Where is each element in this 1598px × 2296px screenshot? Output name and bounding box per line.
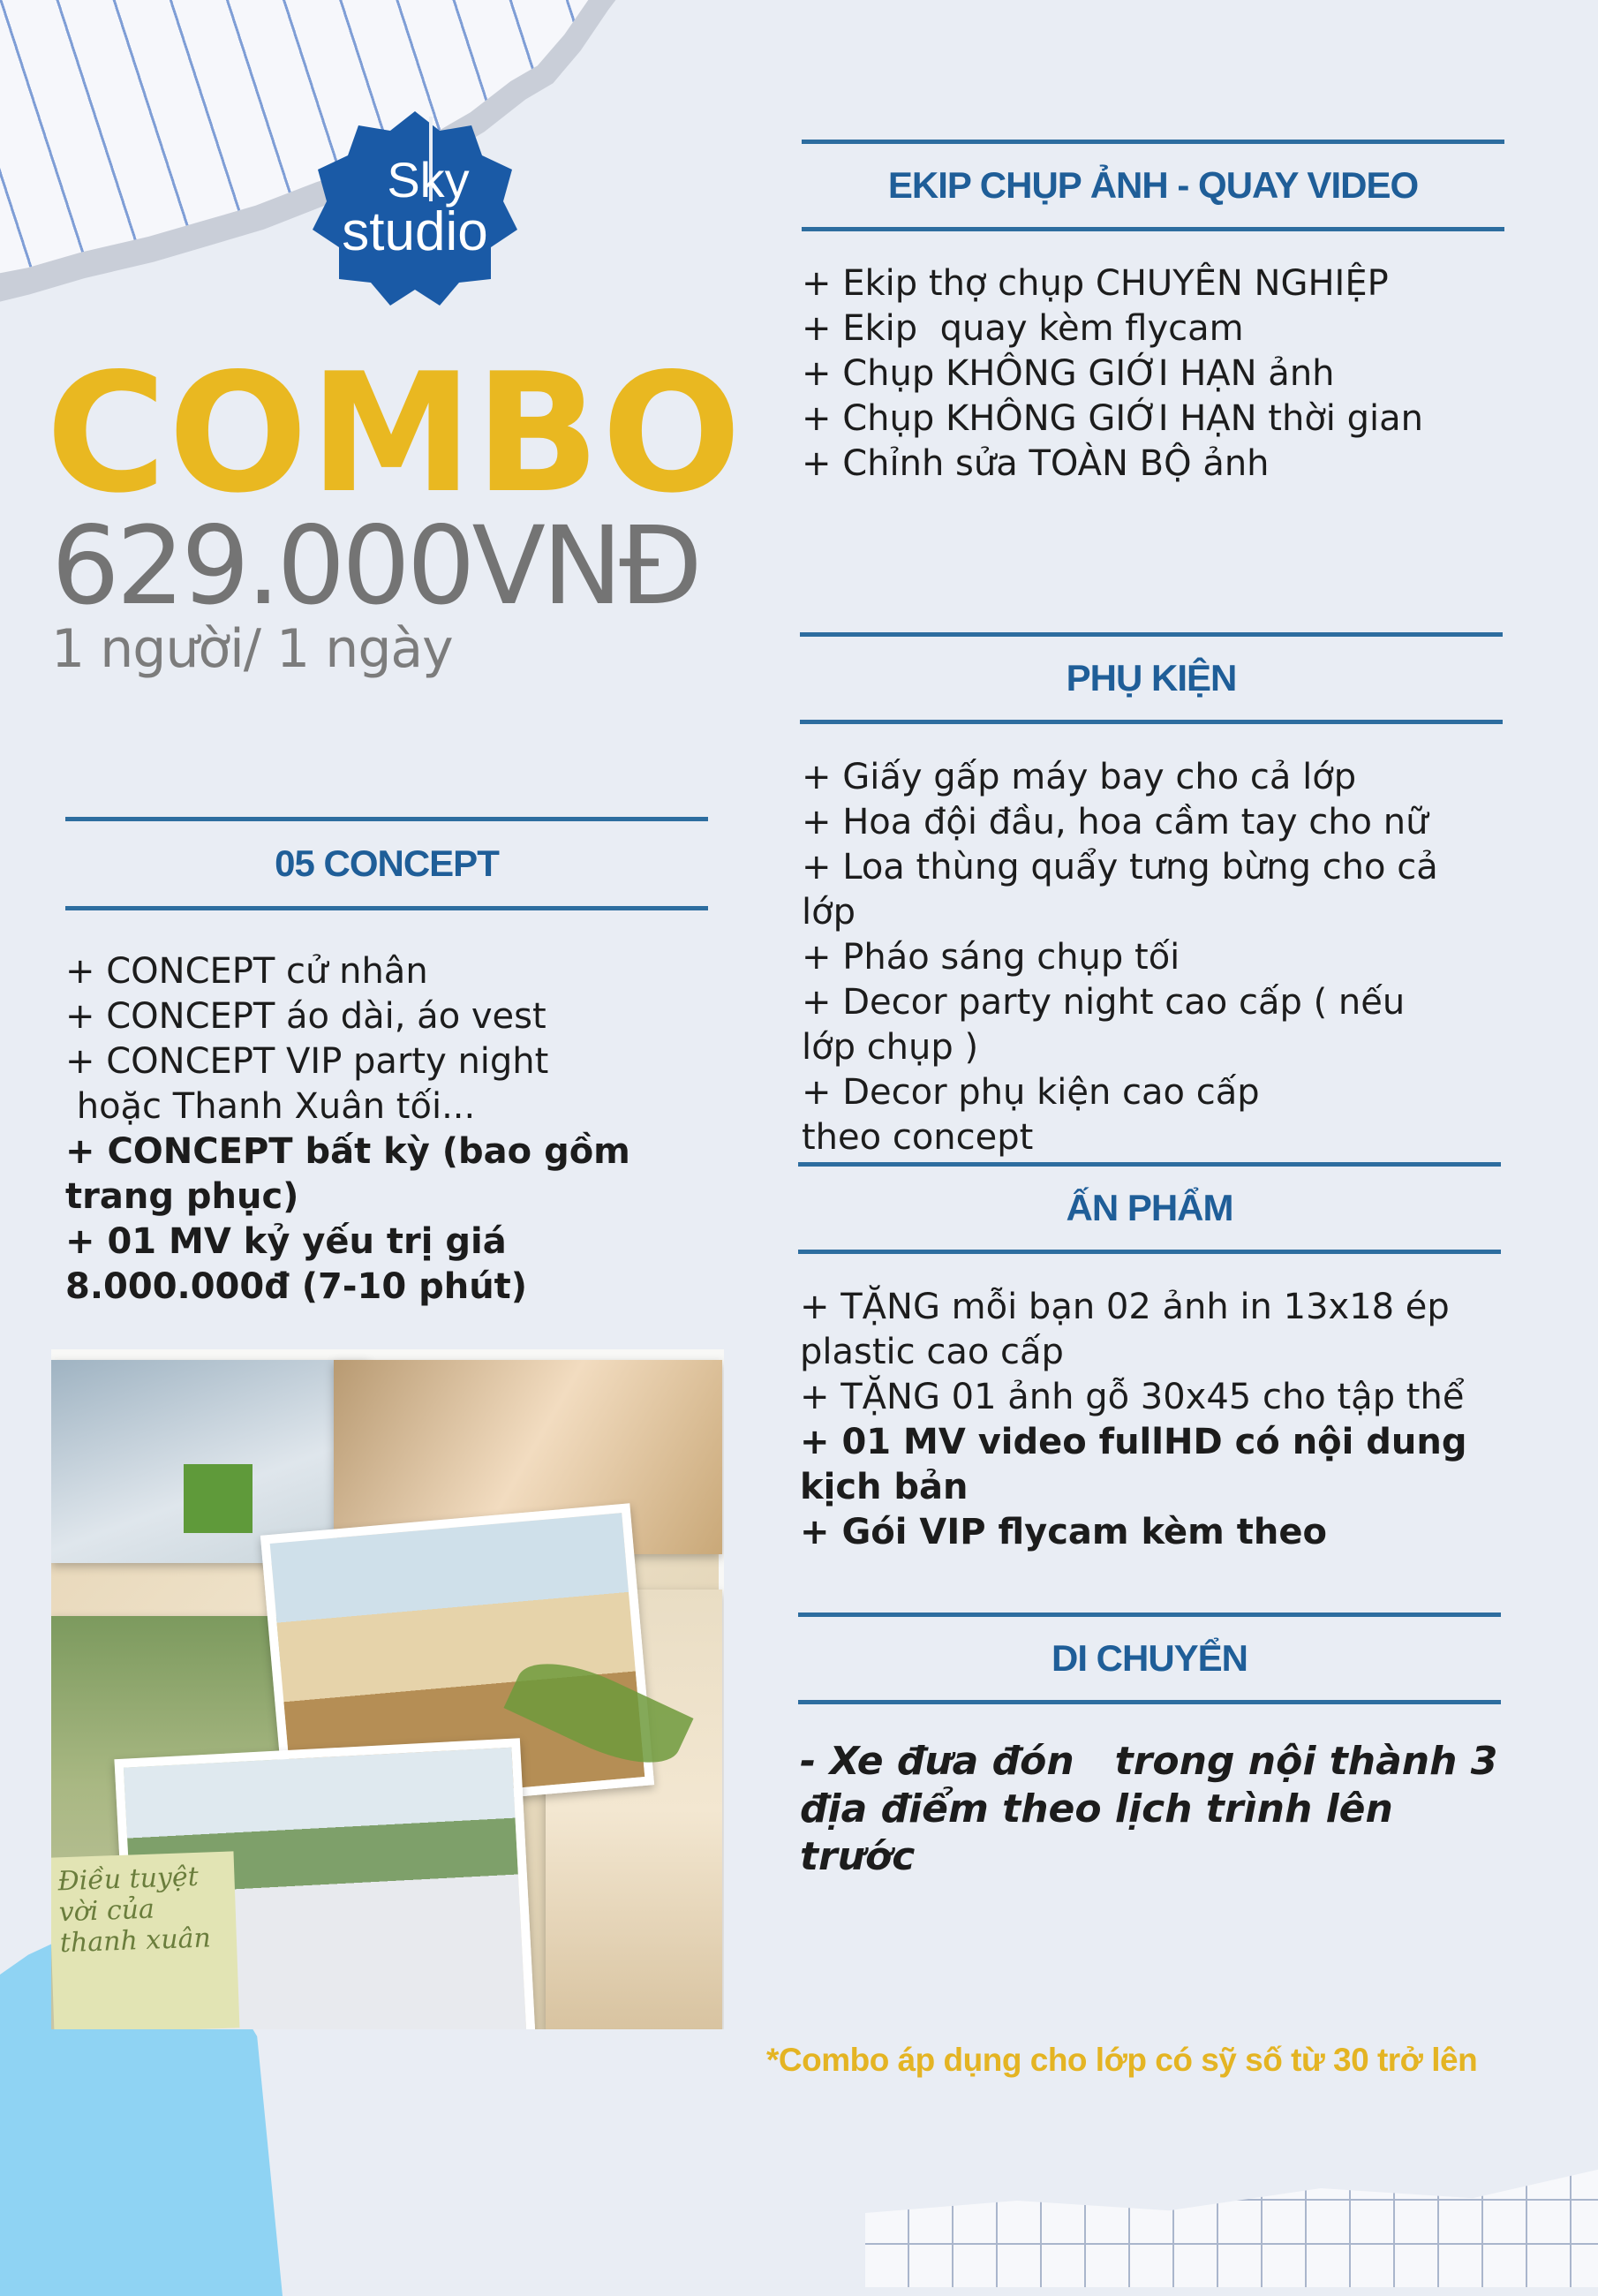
list-item: plastic cao cấp	[800, 1332, 1064, 1372]
torn-grid-paper	[865, 2164, 1598, 2287]
script-card: Điều tuyệt vời của thanh xuân	[51, 1851, 239, 2029]
combo-title: COMBO	[46, 337, 743, 529]
anpham-heading: ẤN PHẨM	[798, 1162, 1501, 1254]
list-item: theo concept	[802, 1117, 1034, 1158]
list-item: + CONCEPT áo dài, áo vest	[65, 996, 546, 1037]
list-item: + Chụp KHÔNG GIỚI HẠN ảnh	[802, 353, 1335, 394]
logo-line2: studio	[342, 201, 488, 262]
list-item: + Giấy gấp máy bay cho cả lớp	[802, 757, 1357, 797]
list-item: + Chỉnh sửa TOÀN BỘ ảnh	[802, 443, 1270, 484]
list-item: + CONCEPT VIP party night	[65, 1041, 549, 1082]
photo-collage	[51, 1349, 724, 2029]
list-item: + 01 MV video fullHD có nội dung	[800, 1422, 1467, 1462]
footer-note: *Combo áp dụng cho lớp có sỹ số từ 30 trở lên	[766, 2042, 1478, 2078]
ekip-list	[802, 261, 1526, 487]
list-item: + TẶNG 01 ảnh gỗ 30x45 cho tập thể	[800, 1377, 1465, 1417]
dichuyen-line: trước	[800, 1834, 916, 1879]
anpham-list	[800, 1285, 1541, 1555]
dichuyen-line: - Xe đưa đón trong nội thành 3	[800, 1739, 1498, 1784]
logo-badge-icon	[309, 104, 521, 307]
logo-line1: Sky	[387, 152, 470, 208]
list-item: + Chụp KHÔNG GIỚI HẠN thời gian	[802, 398, 1424, 439]
list-item: hoặc Thanh Xuân tối...	[65, 1086, 476, 1127]
price: 629.000VNĐ	[51, 503, 699, 629]
ekip-heading: EKIP CHỤP ẢNH - QUAY VIDEO	[802, 140, 1504, 231]
list-item: + 01 MV kỷ yếu trị giá	[65, 1221, 507, 1262]
sky-studio-logo	[309, 104, 521, 307]
phukien-heading: PHỤ KIỆN	[800, 632, 1503, 724]
list-item: kịch bản	[800, 1467, 969, 1507]
list-item: + Hoa đội đầu, hoa cầm tay cho nữ	[802, 802, 1428, 842]
list-item: lớp	[802, 892, 856, 933]
list-item: + Pháo sáng chụp tối	[802, 937, 1180, 978]
list-item: + Decor phụ kiện cao cấp	[802, 1072, 1260, 1113]
list-item: 8.000.000đ (7-10 phút)	[65, 1266, 528, 1307]
list-item: + Gói VIP flycam kèm theo	[800, 1512, 1327, 1552]
price-unit: 1 người/ 1 ngày	[51, 618, 453, 680]
dichuyen-line: địa điểm theo lịch trình lên	[800, 1786, 1393, 1832]
green-square-decor	[184, 1464, 253, 1533]
collage-background	[51, 1360, 719, 2029]
list-item: trang phục)	[65, 1176, 299, 1217]
list-item: + Decor party night cao cấp ( nếu	[802, 982, 1406, 1023]
list-item: + TẶNG mỗi bạn 02 ảnh in 13x18 ép	[800, 1287, 1450, 1327]
list-item: + Ekip thợ chụp CHUYÊN NGHIỆP	[802, 263, 1389, 304]
concept-heading: 05 CONCEPT	[65, 817, 708, 910]
concept-list	[65, 949, 719, 1310]
list-item: + Loa thùng quẩy tưng bừng cho cả	[802, 847, 1438, 887]
list-item: + Ekip quay kèm flycam	[802, 308, 1244, 349]
list-item: + CONCEPT cử nhân	[65, 951, 428, 992]
list-item: + CONCEPT bất kỳ (bao gồm	[65, 1131, 630, 1172]
dichuyen-heading: DI CHUYỂN	[798, 1612, 1501, 1704]
phukien-list	[802, 755, 1534, 1160]
dichuyen-text	[800, 1738, 1559, 1881]
list-item: lớp chụp )	[802, 1027, 979, 1068]
